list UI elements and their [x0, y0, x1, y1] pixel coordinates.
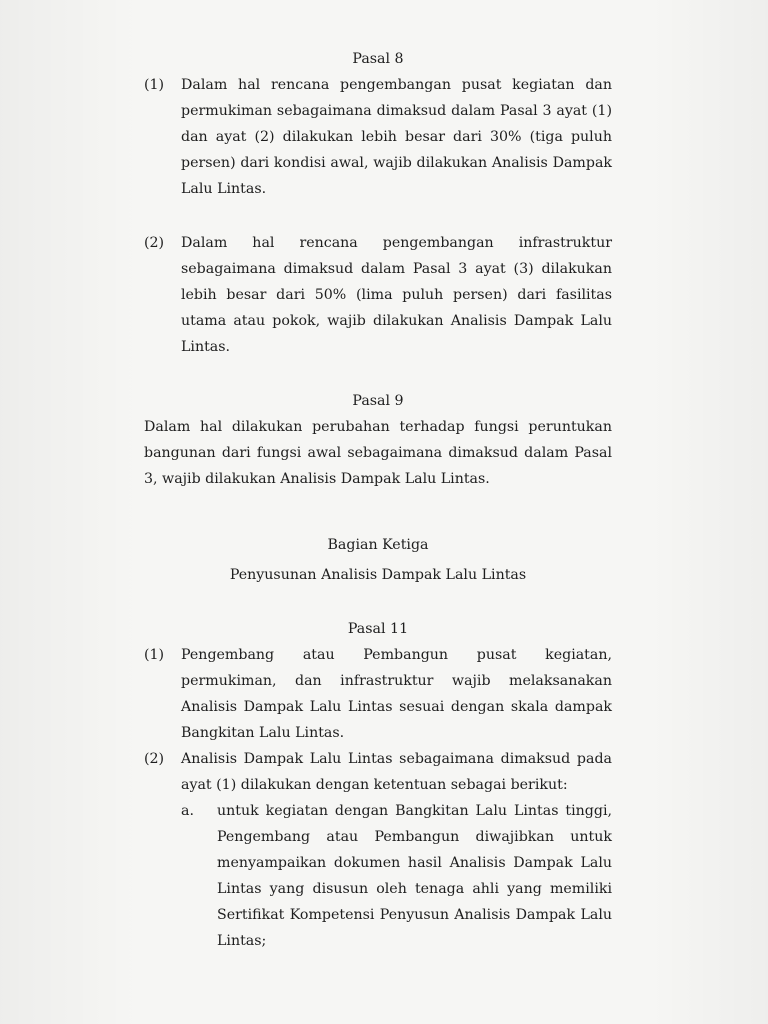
ayat-text: Pengembang atau Pembangun pusat kegiatan, permukiman, dan infrastruktur wajib melaksanakan Analisis Dampak Lalu Lintas sesuai dengan skala dampak Bangkitan Lalu Lintas. [181, 647, 612, 741]
ayat-number: (1) [144, 647, 165, 663]
pasal-11-ayat-2 [144, 746, 612, 798]
pasal-8-ayat-1 [144, 72, 612, 202]
pasal-8-ayat-2 [144, 230, 612, 360]
ayat-number: (2) [144, 751, 165, 767]
spacer [144, 492, 612, 532]
ayat-number: (2) [144, 235, 165, 251]
pasal-11-heading: Pasal 11 [347, 621, 409, 637]
pasal-9-text: Dalam hal dilakukan perubahan terhadap fungsi peruntukan bangunan dari fungsi awal sebagaimana dimaksud dalam Pasal 3, wajib dilakukan Analisis Dampak Lalu Lintas. [144, 419, 612, 487]
ayat-number: (1) [144, 77, 165, 93]
spacer [144, 588, 612, 616]
ayat-text: Dalam hal rencana pengembangan infrastruktur sebagaimana dimaksud dalam Pasal 3 ayat (3) dilakukan lebih besar dari 50% (lima puluh persen) dari fasilitas utama atau pokok, wajib dilakukan Analisis Dampak Lalu Lintas. [181, 235, 612, 355]
huruf-letter: a. [181, 803, 194, 819]
bagian-title: Bagian Ketiga [327, 537, 429, 553]
bagian-subtitle: Penyusunan Analisis Dampak Lalu Lintas [229, 567, 527, 583]
ayat-text: Dalam hal rencana pengembangan pusat kegiatan dan permukiman sebagaimana dimaksud dalam Pasal 3 ayat (1) dan ayat (2) dilakukan lebih besar dari 30% (tiga puluh persen) dari kondisi awal, wajib dilakukan Analisis Dampak Lalu Lintas. [181, 77, 612, 197]
pasal-11-huruf-a [181, 798, 612, 954]
pasal-8-heading: Pasal 8 [352, 51, 404, 67]
huruf-text: untuk kegiatan dengan Bangkitan Lalu Lintas tinggi, Pengembang atau Pembangun diwajibkan untuk menyampaikan dokumen hasil Analisis Dampak Lalu Lintas yang disusun oleh tenaga ahli yang memiliki Sertifikat Kompetensi Penyusun Analisis Dampak Lalu Lintas; [217, 803, 612, 949]
spacer [144, 360, 612, 388]
spacer [144, 202, 612, 230]
pasal-11-ayat-1 [144, 642, 612, 746]
pasal-9-heading: Pasal 9 [352, 393, 404, 409]
ayat-text: Analisis Dampak Lalu Lintas sebagaimana dimaksud pada ayat (1) dilakukan dengan ketentuan sebagai berikut: [181, 751, 612, 793]
scan-shadow-left [0, 0, 140, 1024]
scan-shadow-right [648, 0, 768, 1024]
document-page [144, 46, 612, 954]
